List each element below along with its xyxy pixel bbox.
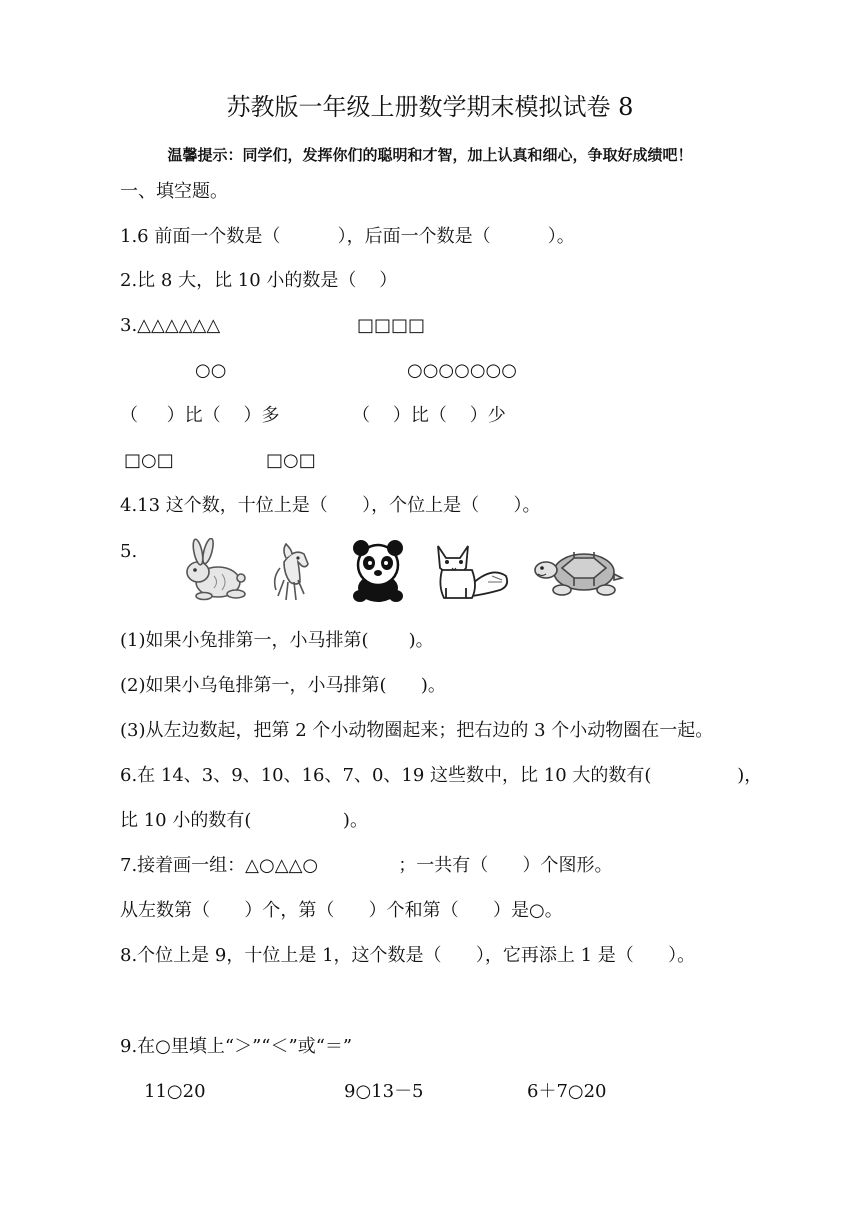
question-3-compare-right: （ ）比（ ）少 (352, 405, 506, 426)
horse-icon (262, 538, 334, 604)
section-heading: 一、填空题。 (120, 181, 228, 202)
rabbit-icon (178, 538, 250, 604)
question-5-2: (2)如果小乌龟排第一，小马排第( )。 (120, 675, 446, 696)
question-2: 2.比 8 大，比 10 小的数是（ ） (120, 270, 398, 291)
fox-icon (428, 538, 512, 604)
tip-text: 温馨提示：同学们，发挥你们的聪明和才智，加上认真和细心，争取好成绩吧！ (167, 146, 693, 164)
page-title: 苏教版一年级上册数学期末模拟试卷 8 (226, 93, 634, 121)
question-6-line-2: 比 10 小的数有( )。 (120, 810, 368, 831)
question-9-c: 6＋7○20 (527, 1081, 607, 1102)
question-9-b: 9○13－5 (344, 1081, 424, 1102)
question-3-circles-right: ○○○○○○○ (407, 360, 517, 381)
question-3-circles-left: ○○ (195, 360, 227, 381)
question-3-compare-left: （ ）比（ ）多 (120, 405, 280, 426)
panda-icon (342, 538, 414, 604)
question-5-1: (1)如果小兔排第一，小马排第( )。 (120, 630, 434, 651)
question-3-squares: □□□□ (357, 315, 426, 336)
question-3-answer-right: □○□ (266, 450, 316, 471)
question-4: 4.13 这个数，十位上是（ ），个位上是（ ）。 (120, 495, 541, 516)
question-3-answer-left: □○□ (124, 450, 174, 471)
question-7-line-2: 从左数第（ ）个，第（ ）个和第（ ）是○。 (120, 900, 563, 921)
question-8: 8.个位上是 9，十位上是 1，这个数是（ ），它再添上 1 是（ ）。 (120, 945, 696, 966)
question-3-triangles: 3.△△△△△△ (120, 315, 221, 336)
question-6-line-1: 6.在 14、3、9、10、16、7、0、19 这些数中，比 10 大的数有( )， (120, 765, 763, 786)
question-5: 5. (120, 541, 138, 562)
question-9: 9.在○里填上“＞”“＜”或“＝” (120, 1036, 353, 1057)
question-5-3: (3)从左边数起，把第 2 个小动物圈起来；把右边的 3 个小动物圈在一起。 (120, 720, 714, 741)
question-7-line-1: 7.接着画一组：△○△△○ ；一共有（ ）个图形。 (120, 855, 613, 876)
turtle-icon (532, 538, 626, 604)
question-1: 1.6 前面一个数是（ ），后面一个数是（ ）。 (120, 226, 575, 247)
question-9-a: 11○20 (144, 1081, 206, 1102)
